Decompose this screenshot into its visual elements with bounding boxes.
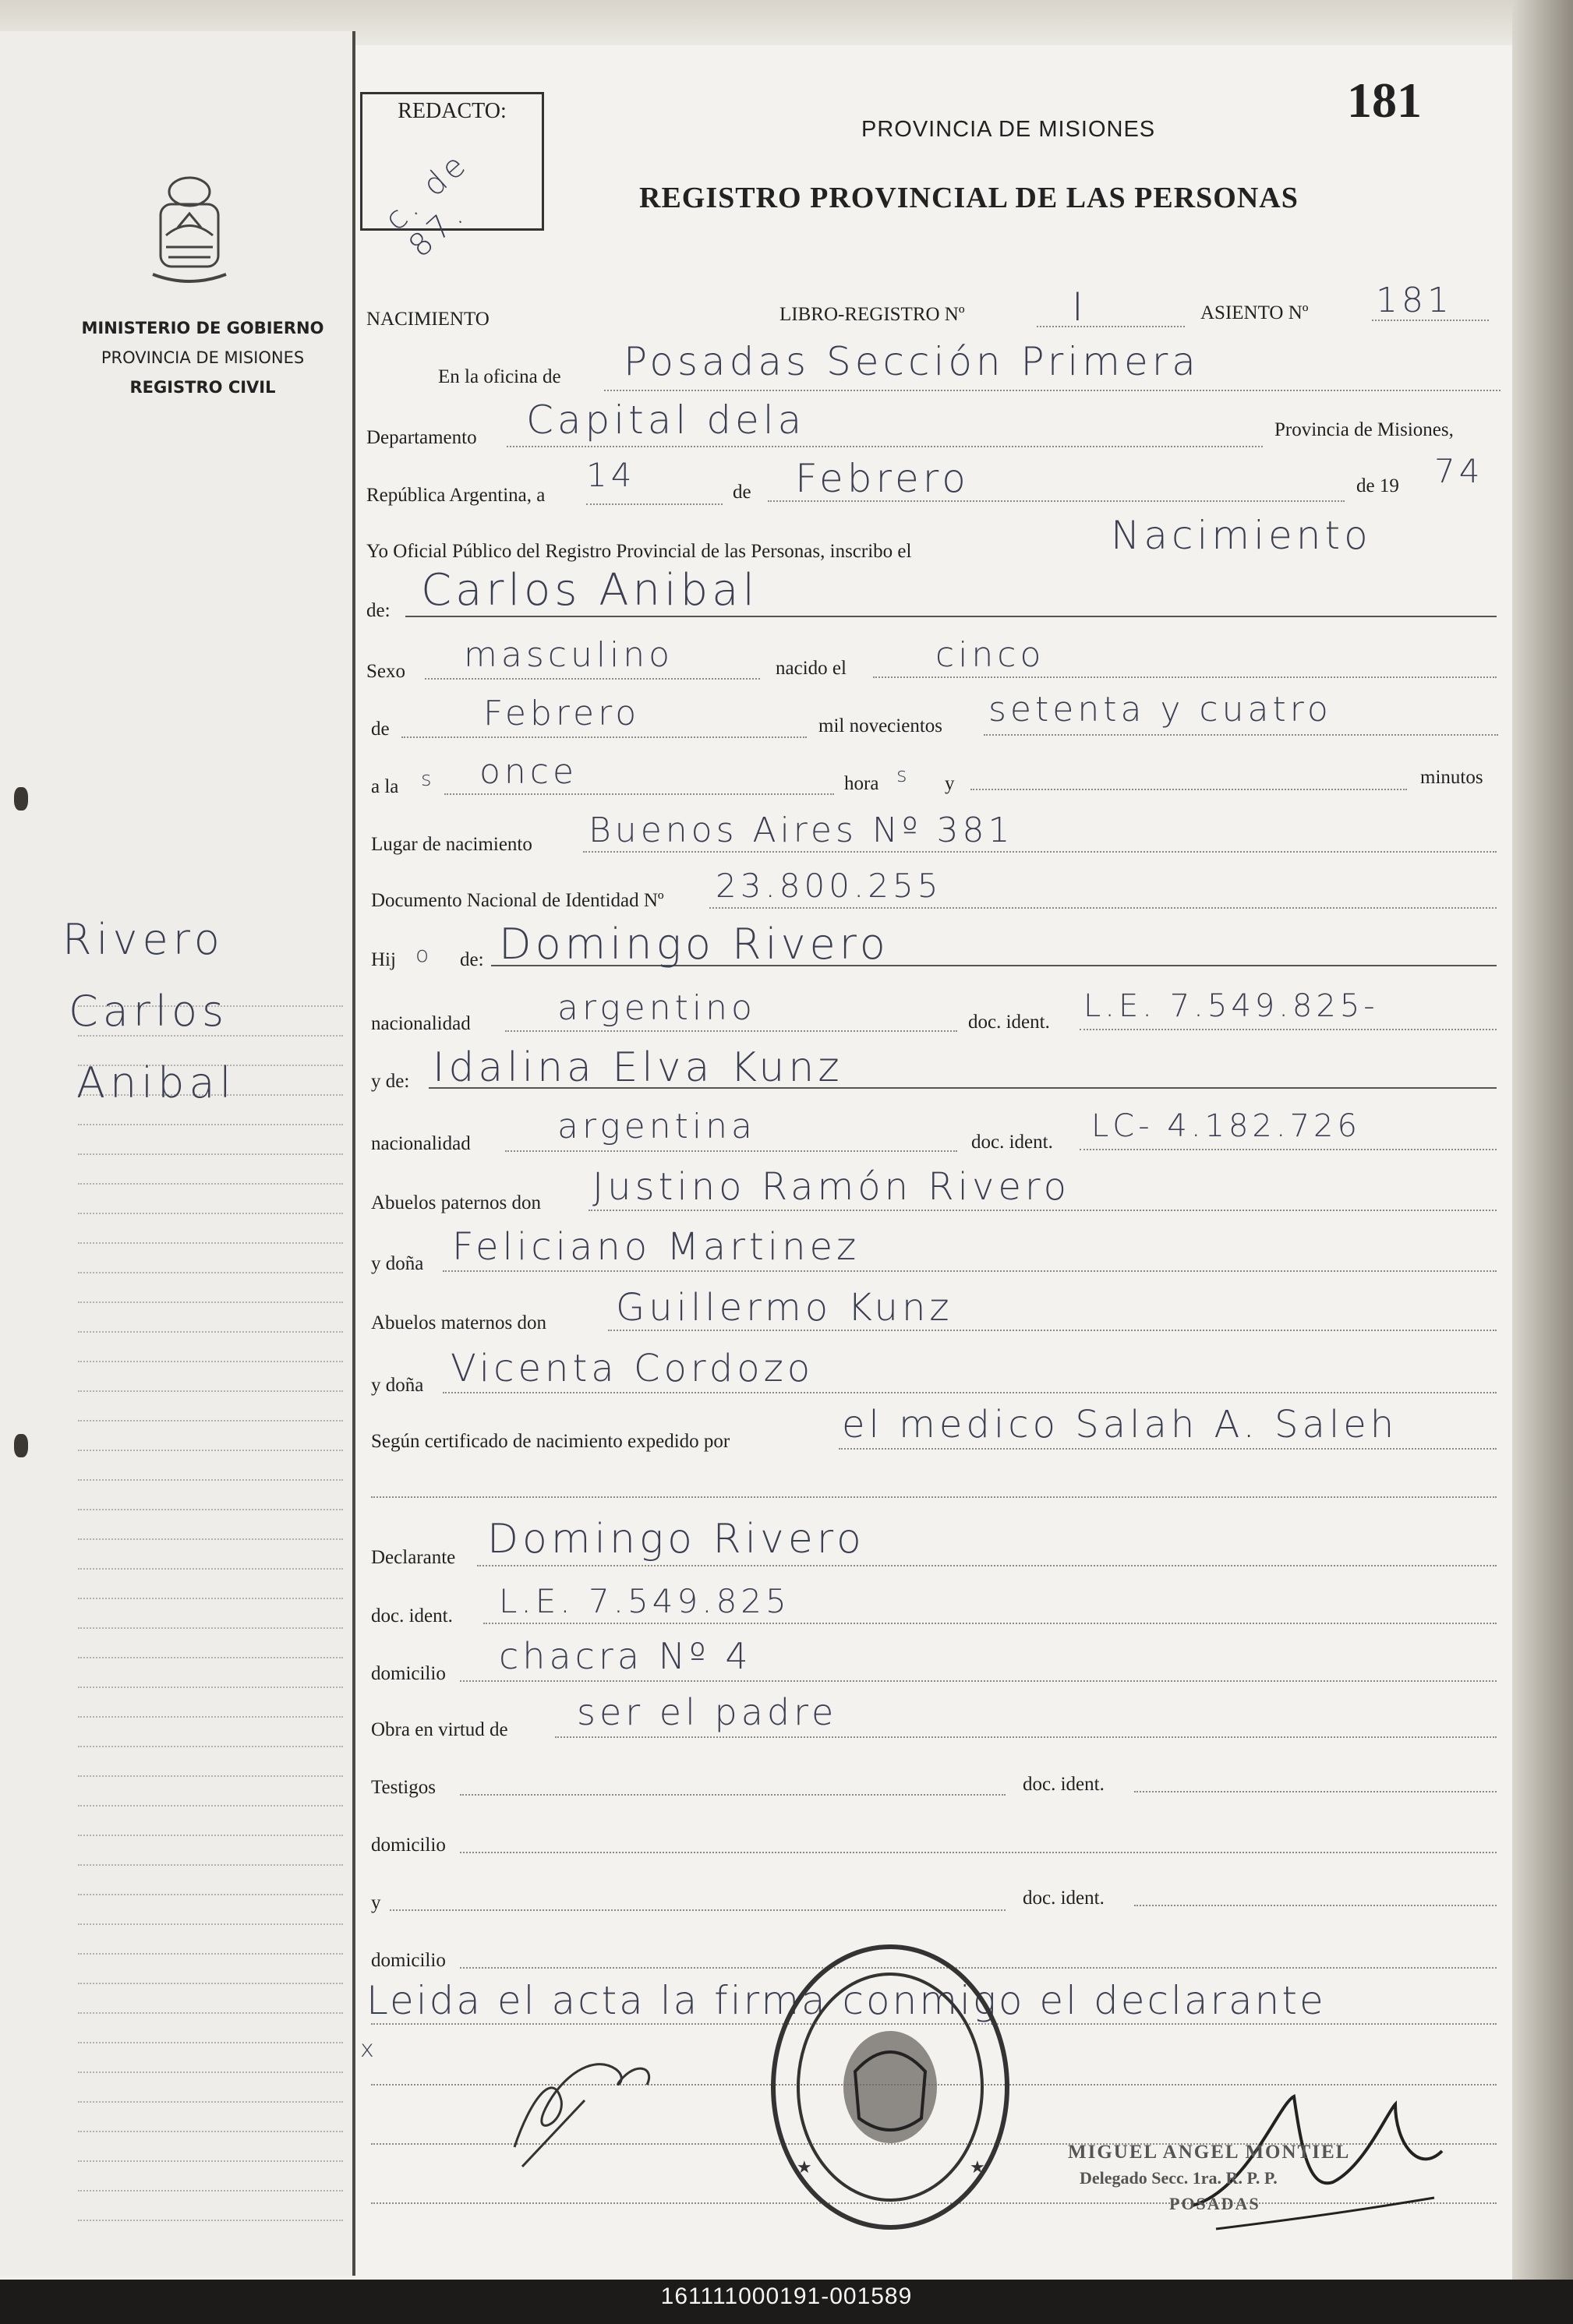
margin-ruled-line <box>78 1686 343 1688</box>
dotted-line <box>460 1794 1006 1796</box>
declarante-label: Declarante <box>371 1547 456 1568</box>
abuelos-paternos-label: Abuelos paternos don <box>371 1192 542 1213</box>
docident-label: doc. ident. <box>371 1605 453 1626</box>
province-title: PROVINCIA DE MISIONES <box>861 117 1156 142</box>
margin-ruled-line <box>78 1420 343 1422</box>
republica-label: República Argentina, a <box>366 485 546 506</box>
dotted-line <box>425 678 760 680</box>
libro-value: I <box>1072 284 1087 330</box>
margin-ruled-line <box>78 1923 343 1925</box>
declarante-value: Domingo Rivero <box>487 1516 865 1563</box>
margin-ruled-line <box>78 2160 343 2162</box>
docident-label: doc. ident. <box>968 1012 1050 1033</box>
nacionalidad-padre-value: argentino <box>557 988 756 1028</box>
dotted-line <box>505 1030 957 1032</box>
mes-value: Febrero <box>795 456 970 501</box>
dotted-line <box>970 789 1407 790</box>
dotted-line <box>555 1736 1497 1738</box>
dotted-line <box>390 1909 1006 1911</box>
margin-ruled-line <box>78 1568 343 1570</box>
margin-ruled-line <box>78 1894 343 1895</box>
margin-ruled-line <box>78 1124 343 1125</box>
hijo-suffix: o <box>415 941 429 967</box>
docident-label: doc. ident. <box>1023 1888 1105 1909</box>
anio-label: de 19 <box>1356 475 1399 496</box>
departamento-value: Capital dela <box>526 397 806 443</box>
sexo-value: masculino <box>464 635 674 675</box>
dotted-line <box>507 446 1263 447</box>
dotted-line <box>1080 1149 1497 1150</box>
nacionalidad-madre-value: argentina <box>557 1107 756 1146</box>
docident-label: doc. ident. <box>1023 1774 1105 1795</box>
margin-ruled-line <box>78 1450 343 1451</box>
nacido-value: cinco <box>935 635 1045 675</box>
abuela-materna-value: Vicenta Cordozo <box>451 1347 815 1390</box>
dotted-line <box>505 1150 957 1152</box>
margin-ruled-line <box>78 2131 343 2132</box>
margin-ruled-line <box>78 1835 343 1836</box>
margin-ruled-line <box>78 1657 343 1658</box>
dotted-line <box>460 1852 1497 1853</box>
nacido-label: nacido el <box>776 658 847 679</box>
x-mark: x <box>360 2036 374 2063</box>
docident-label: doc. ident. <box>971 1132 1053 1153</box>
dotted-line <box>443 1392 1497 1393</box>
docident-declarante-value: L.E. 7.549.825 <box>499 1582 790 1620</box>
dotted-line <box>1134 1905 1497 1906</box>
domicilio-label: domicilio <box>371 1950 446 1971</box>
padre-value: Domingo Rivero <box>499 920 889 969</box>
docident-padre-value: L.E. 7.549.825- <box>1083 988 1379 1024</box>
domicilio-value: chacra Nº 4 <box>499 1635 752 1677</box>
margin-ruled-line <box>78 1627 343 1629</box>
document-id: 161111000191-001589 <box>660 2283 913 2309</box>
svg-text:★: ★ <box>797 2157 812 2177</box>
closing-statement: Leida el acta la firma conmigo el declarante <box>366 1978 1326 2023</box>
declarant-signature <box>499 2022 686 2170</box>
margin-ruled-line <box>78 1805 343 1807</box>
margin-ruled-line <box>78 1331 343 1333</box>
coat-of-arms-icon <box>147 173 232 290</box>
dotted-line <box>589 1210 1497 1211</box>
margin-ruled-line <box>78 1242 343 1244</box>
page-number: 181 <box>1347 72 1422 128</box>
dotted-line <box>604 390 1501 391</box>
margin-ruled-line <box>78 1183 343 1185</box>
certificado-label: Según certificado de nacimiento expedido por <box>371 1431 730 1452</box>
oficina-value: Posadas Sección Primera <box>624 339 1200 384</box>
margin-ruled-line <box>78 1272 343 1273</box>
dia-value: 14 <box>586 456 636 494</box>
dotted-line <box>1037 326 1185 327</box>
ministry-line: REGISTRO CIVIL <box>129 378 276 397</box>
provincia-label: Provincia de Misiones, <box>1274 419 1454 440</box>
dotted-line <box>1134 1791 1497 1792</box>
margin-surname: Rivero <box>62 915 224 964</box>
svg-text:★: ★ <box>970 2157 985 2177</box>
hora-value: once <box>479 752 578 792</box>
official-name: MIGUEL ANGEL MONTIEL <box>1068 2142 1351 2163</box>
dotted-line <box>483 1623 1497 1624</box>
margin-ruled-line <box>78 1361 343 1362</box>
redacto-label: REDACTO: <box>398 99 507 123</box>
hijo-label: Hij <box>371 949 396 970</box>
hijo-de-label: de: <box>460 949 484 970</box>
margin-given-name-1: Carlos <box>69 987 229 1036</box>
punch-hole <box>14 787 28 811</box>
dotted-line <box>371 1496 1497 1498</box>
abuelos-maternos-label: Abuelos maternos don <box>371 1312 546 1333</box>
libro-label: LIBRO-REGISTRO Nº <box>779 304 965 325</box>
docident-madre-value: LC- 4.182.726 <box>1091 1108 1361 1144</box>
registry-title: REGISTRO PROVINCIAL DE LAS PERSONAS <box>639 182 1299 214</box>
de-label: de <box>371 719 390 740</box>
ala-suffix: s <box>421 768 432 791</box>
name-rule <box>405 616 1497 617</box>
punch-hole <box>14 1434 28 1457</box>
dni-label: Documento Nacional de Identidad Nº <box>371 890 664 911</box>
dotted-line <box>401 736 807 738</box>
nombre-value: Carlos Anibal <box>421 565 759 616</box>
dotted-line <box>586 503 723 505</box>
ydona-label: y doña <box>371 1253 424 1274</box>
redacto-note: c. de 87. <box>378 144 476 265</box>
margin-ruled-line <box>78 1775 343 1777</box>
dotted-line <box>477 1565 1497 1566</box>
y-label: y <box>371 1892 381 1913</box>
dotted-line <box>460 1680 1497 1682</box>
nacionalidad-label: nacionalidad <box>371 1133 471 1154</box>
de-label: de <box>733 482 751 503</box>
lugar-label: Lugar de nacimiento <box>371 834 532 855</box>
departamento-label: Departamento <box>366 427 477 448</box>
minutos-label: minutos <box>1420 767 1483 788</box>
margin-ruled-line <box>78 1953 343 1955</box>
margin-ruled-line <box>78 2101 343 2103</box>
obra-value: ser el padre <box>577 1691 838 1733</box>
de-label: de: <box>366 600 391 621</box>
dotted-line <box>583 851 1497 853</box>
book-page-edges <box>1512 0 1573 2280</box>
testigos-label: Testigos <box>371 1777 436 1798</box>
dotted-line <box>873 676 1497 678</box>
ministry-line: MINISTERIO DE GOBIERNO <box>81 319 324 337</box>
abuelo-paterno-value: Justino Ramón Rivero <box>592 1165 1070 1209</box>
margin-ruled-line <box>78 1509 343 1510</box>
margin-ruled-line <box>78 1153 343 1155</box>
margin-ruled-line <box>78 2071 343 2073</box>
mes-nacimiento-value: Febrero <box>483 694 641 733</box>
official-city: POSADAS <box>1169 2194 1260 2213</box>
margin-ruled-line <box>78 1479 343 1481</box>
inscribo-value: Nacimiento <box>1111 513 1372 558</box>
margin-ruled-line <box>78 1716 343 1718</box>
dotted-line <box>608 1330 1497 1331</box>
margin-given-name-2: Anibal <box>76 1058 236 1107</box>
redacto-box <box>360 92 544 265</box>
margin-ruled-line <box>78 2042 343 2043</box>
dni-value: 23.800.255 <box>716 867 942 905</box>
abuelo-materno-value: Guillermo Kunz <box>616 1286 953 1330</box>
margin-ruled-line <box>78 1598 343 1599</box>
madre-value: Idalina Elva Kunz <box>433 1044 843 1091</box>
asiento-value: 181 <box>1376 281 1453 320</box>
margin-ruled-line <box>78 1538 343 1540</box>
anio-value: 74 <box>1434 452 1484 490</box>
sexo-label: Sexo <box>366 661 405 682</box>
margin-name <box>62 904 236 1119</box>
certificado-value: el medico Salah A. Saleh <box>842 1403 1398 1446</box>
ydona-label: y doña <box>371 1375 424 1396</box>
abuela-paterna-value: Feliciano Martinez <box>452 1225 861 1269</box>
margin-ruled-line <box>78 1983 343 1984</box>
dotted-line <box>709 907 1497 909</box>
horas-label: hora <box>844 773 879 794</box>
dotted-line <box>443 1270 1497 1272</box>
margin-ruled-line <box>78 2220 343 2221</box>
domicilio-label: domicilio <box>371 1835 446 1856</box>
lugar-value: Buenos Aires Nº 381 <box>589 811 1014 850</box>
ministry-line: PROVINCIA DE MISIONES <box>101 348 305 367</box>
obra-label: Obra en virtud de <box>371 1719 508 1740</box>
nacionalidad-label: nacionalidad <box>371 1013 471 1034</box>
nacimiento-label: NACIMIENTO <box>366 309 490 330</box>
y-label: y <box>945 773 955 794</box>
ministry-block <box>47 313 359 402</box>
dotted-line <box>1080 1029 1497 1030</box>
official-role: Delegado Secc. 1ra. R. P. P. <box>1080 2168 1278 2188</box>
dotted-line <box>839 1448 1497 1450</box>
anio-nacimiento-value: setenta y cuatro <box>988 690 1332 729</box>
margin-ruled-line <box>78 1746 343 1747</box>
horas-suffix: s <box>896 764 907 787</box>
ala-label: a la <box>371 776 399 797</box>
oficial-label: Yo Oficial Público del Registro Provincial de las Personas, inscribo el <box>366 541 912 562</box>
dotted-line <box>444 793 834 795</box>
margin-ruled-line <box>78 1864 343 1866</box>
margin-ruled-line <box>78 1302 343 1303</box>
margin-ruled-line <box>78 2012 343 2014</box>
official-stamp <box>765 1939 1015 2235</box>
yde-label: y de: <box>371 1071 410 1092</box>
mil-label: mil novecientos <box>818 715 942 736</box>
dotted-line <box>984 734 1498 736</box>
domicilio-label: domicilio <box>371 1663 446 1684</box>
margin-ruled-line <box>78 2190 343 2192</box>
oficina-label: En la oficina de <box>438 366 561 387</box>
margin-ruled-line <box>78 1213 343 1214</box>
asiento-label: ASIENTO Nº <box>1200 302 1309 323</box>
margin-ruled-line <box>78 1390 343 1392</box>
